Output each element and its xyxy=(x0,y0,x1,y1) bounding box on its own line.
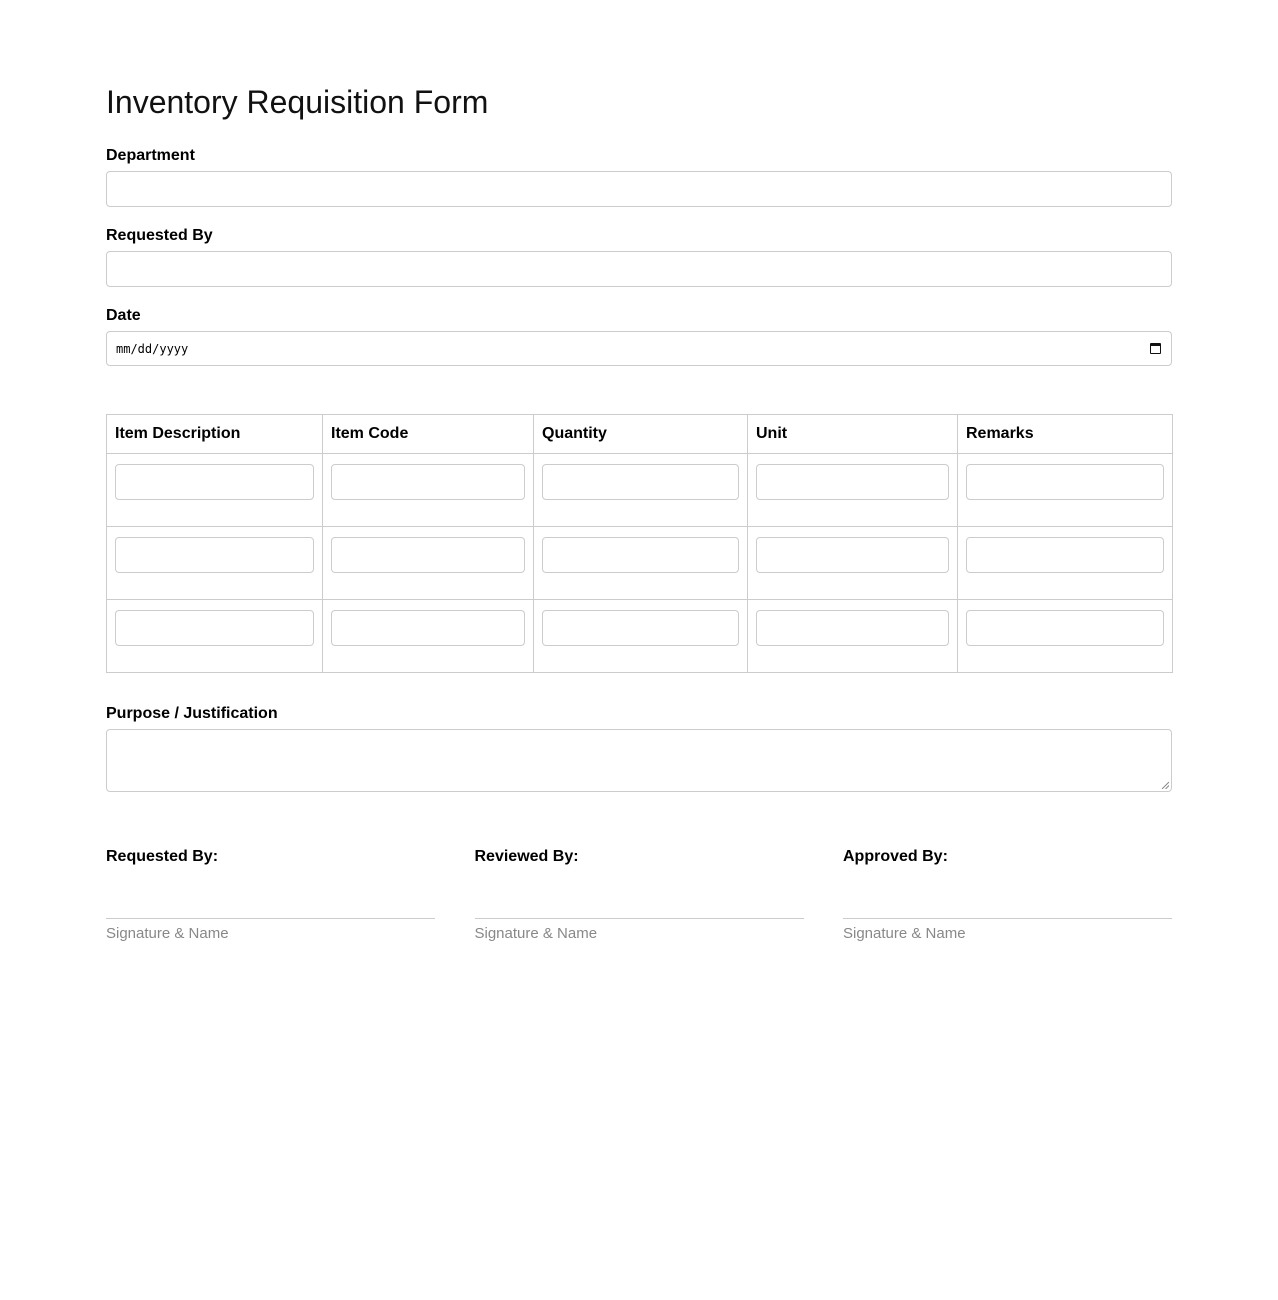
items-table xyxy=(106,414,1173,673)
item-code-input[interactable] xyxy=(331,464,525,500)
item-code-input[interactable] xyxy=(331,537,525,573)
date-input[interactable] xyxy=(106,331,1172,366)
header-quantity: Quantity xyxy=(534,415,748,454)
remarks-input[interactable] xyxy=(966,537,1164,573)
signature-reviewed-by xyxy=(475,848,804,943)
table-header-row xyxy=(107,415,1173,454)
unit-input[interactable] xyxy=(756,537,949,573)
resize-grip-icon[interactable] xyxy=(1161,781,1169,789)
header-remarks: Remarks xyxy=(958,415,1173,454)
signature-caption: Signature & Name xyxy=(474,925,598,942)
signature-label: Approved By: xyxy=(843,848,948,865)
requested-by-input[interactable] xyxy=(106,251,1172,287)
item-description-input[interactable] xyxy=(115,610,314,646)
remarks-input[interactable] xyxy=(966,464,1164,500)
purpose-label: Purpose / Justification xyxy=(106,705,278,722)
purpose-textarea[interactable] xyxy=(106,729,1172,792)
department-input[interactable] xyxy=(106,171,1172,207)
unit-input[interactable] xyxy=(756,610,949,646)
requested-by-label: Requested By xyxy=(106,227,213,244)
signature-requested-by xyxy=(106,848,435,943)
item-description-input[interactable] xyxy=(115,464,314,500)
table-row xyxy=(107,527,1173,600)
header-item-code: Item Code xyxy=(323,415,534,454)
signature-caption: Signature & Name xyxy=(843,925,966,942)
signature-label: Reviewed By: xyxy=(474,848,579,865)
signature-label: Requested By: xyxy=(106,848,219,865)
header-unit: Unit xyxy=(748,415,958,454)
table-row xyxy=(107,454,1173,527)
remarks-input[interactable] xyxy=(966,610,1164,646)
item-description-input[interactable] xyxy=(115,537,314,573)
signature-line xyxy=(106,918,435,919)
department-label: Department xyxy=(106,147,195,164)
signature-caption: Signature & Name xyxy=(106,925,229,942)
quantity-input[interactable] xyxy=(542,610,739,646)
signature-section xyxy=(106,848,1172,943)
header-item-description: Item Description xyxy=(107,415,323,454)
quantity-input[interactable] xyxy=(542,537,739,573)
signature-approved-by xyxy=(843,848,1172,943)
quantity-input[interactable] xyxy=(542,464,739,500)
date-label: Date xyxy=(106,307,141,324)
date-placeholder: mm/dd/yyyy xyxy=(116,341,189,356)
signature-line xyxy=(843,918,1172,919)
unit-input[interactable] xyxy=(756,464,949,500)
signature-line xyxy=(475,918,804,919)
table-row xyxy=(107,600,1173,673)
page-title: Inventory Requisition Form xyxy=(106,84,489,120)
requisition-form xyxy=(106,0,1172,943)
calendar-icon[interactable] xyxy=(1150,343,1161,354)
item-code-input[interactable] xyxy=(331,610,525,646)
